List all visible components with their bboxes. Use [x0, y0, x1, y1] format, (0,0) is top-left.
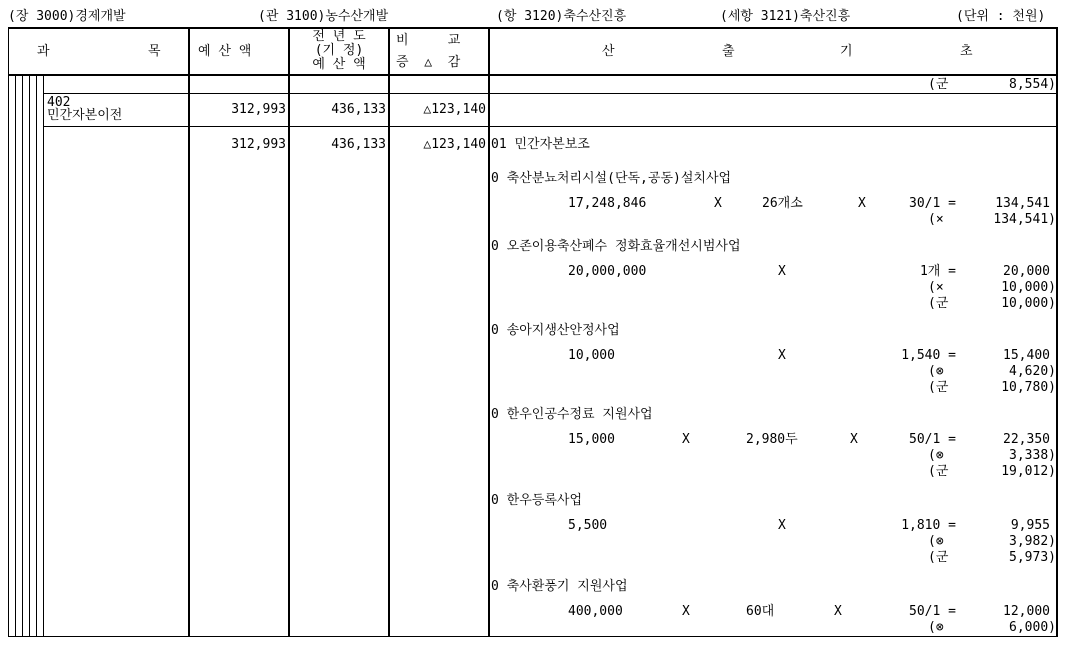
breakdown-value: 10,000)	[1001, 280, 1056, 295]
project-title: 0 축산분뇨처리시설(단독,공동)설치사업	[491, 171, 732, 186]
project-units: 60대	[746, 604, 775, 619]
project-qty: 10,000	[568, 348, 615, 363]
project-times: X	[714, 196, 722, 211]
breakdown-value: 134,541)	[993, 212, 1056, 227]
breakdown-label: (군	[928, 550, 949, 565]
header-basis-4: 초	[960, 44, 973, 59]
hierarchy-line	[22, 75, 23, 637]
project-qty: 15,000	[568, 432, 615, 447]
breakdown-label: (⊗	[928, 620, 944, 635]
project-units: 26개소	[762, 196, 803, 211]
project-qty: 5,500	[568, 518, 608, 533]
breakdown-value: 19,012)	[1001, 464, 1056, 479]
header-basis-1: 산	[602, 44, 615, 59]
project-times: X	[834, 604, 842, 619]
sub-diff: △123,140	[423, 137, 486, 152]
carry-value: 8,554)	[1009, 77, 1056, 92]
sub-title: 01 민간자본보조	[491, 137, 590, 152]
item-diff: △123,140	[423, 102, 486, 117]
project-total: 15,400	[1003, 348, 1050, 363]
breakdown-value: 10,000)	[1001, 296, 1056, 311]
breakdown-value: 4,620)	[1009, 364, 1056, 379]
breakdown-value: 3,982)	[1009, 534, 1056, 549]
sub-prev: 436,133	[331, 137, 386, 152]
breakdown-label: (×	[928, 212, 944, 227]
project-times: X	[778, 348, 786, 363]
project-total: 134,541	[995, 196, 1050, 211]
breakdown-label: (군	[928, 380, 949, 395]
col-divider	[288, 27, 290, 637]
project-title: 0 한우등록사업	[491, 493, 583, 508]
hierarchy-line	[29, 75, 30, 637]
project-rate: 50/1 =	[909, 432, 956, 447]
project-total: 12,000	[1003, 604, 1050, 619]
left-border	[8, 27, 9, 637]
header-basis-3: 기	[840, 44, 853, 59]
project-title: 0 축사환풍기 지원사업	[491, 579, 628, 594]
project-title: 0 오존이용축산폐수 정화효율개선시범사업	[491, 239, 741, 254]
header-bottom-border	[8, 74, 1058, 76]
project-total: 20,000	[1003, 264, 1050, 279]
header-basis-2: 출	[722, 44, 735, 59]
project-title: 0 송아지생산안정사업	[491, 323, 620, 338]
item-code: 402	[47, 95, 71, 110]
col-divider	[488, 27, 490, 637]
row-divider	[44, 126, 1058, 127]
project-times: X	[850, 432, 858, 447]
breakdown-value: 5,973)	[1009, 550, 1056, 565]
item-name: 민간자본이전	[47, 108, 123, 123]
breakdown-label: (⊗	[928, 364, 944, 379]
hierarchy-line	[43, 75, 44, 637]
breakdown-value: 3,338)	[1009, 448, 1056, 463]
project-qty: 17,248,846	[568, 196, 647, 211]
table-bottom-border	[8, 636, 1058, 637]
breakdown-label: (⊗	[928, 448, 944, 463]
item-budget: 312,993	[231, 102, 286, 117]
project-times: X	[858, 196, 866, 211]
sehang-label: (세항 3121)축산진흥	[720, 9, 851, 24]
project-rate: 1개 =	[919, 264, 956, 279]
header-gwamok-1: 과	[37, 44, 50, 59]
sub-budget: 312,993	[231, 137, 286, 152]
col-divider	[388, 27, 390, 637]
project-title: 0 한우인공수정료 지원사업	[491, 407, 653, 422]
hierarchy-line	[15, 75, 16, 637]
breakdown-value: 6,000)	[1009, 620, 1056, 635]
breakdown-label: (군	[928, 296, 949, 311]
breakdown-label: (⊗	[928, 534, 944, 549]
header-budget: 예 산 액	[198, 44, 252, 59]
project-rate: 30/1 =	[909, 196, 956, 211]
project-rate: 50/1 =	[909, 604, 956, 619]
project-times: X	[778, 518, 786, 533]
project-total: 9,955	[1010, 518, 1050, 533]
project-units: 2,980두	[746, 432, 798, 447]
unit-label: (단위 : 천원)	[956, 9, 1046, 24]
header-compare-1: 비 교	[396, 33, 461, 48]
project-rate: 1,810 =	[901, 518, 956, 533]
project-qty: 400,000	[568, 604, 623, 619]
header-compare-2: 증 △ 감	[396, 55, 461, 70]
table-top-border	[8, 27, 1058, 29]
gwan-label: (관 3100)농수산개발	[258, 9, 389, 24]
breakdown-value: 10,780)	[1001, 380, 1056, 395]
project-times: X	[682, 432, 690, 447]
carry-label: (군	[928, 77, 949, 92]
header-prev-1: 전 년 도	[312, 29, 366, 44]
project-times: X	[778, 264, 786, 279]
breakdown-label: (군	[928, 464, 949, 479]
right-border	[1056, 27, 1058, 637]
hierarchy-line	[36, 75, 37, 637]
header-prev-2: (기 정)	[314, 43, 364, 58]
project-qty: 20,000,000	[568, 264, 647, 279]
row-divider	[44, 93, 1058, 94]
project-total: 22,350	[1003, 432, 1050, 447]
header-prev-3: 예 산 액	[312, 57, 366, 72]
breakdown-label: (×	[928, 280, 944, 295]
header-gwamok-2: 목	[148, 44, 161, 59]
project-times: X	[682, 604, 690, 619]
item-prev: 436,133	[331, 102, 386, 117]
project-rate: 1,540 =	[901, 348, 956, 363]
jang-label: (장 3000)경제개발	[8, 9, 126, 24]
col-divider	[188, 27, 190, 637]
hang-label: (항 3120)축수산진흥	[496, 9, 627, 24]
